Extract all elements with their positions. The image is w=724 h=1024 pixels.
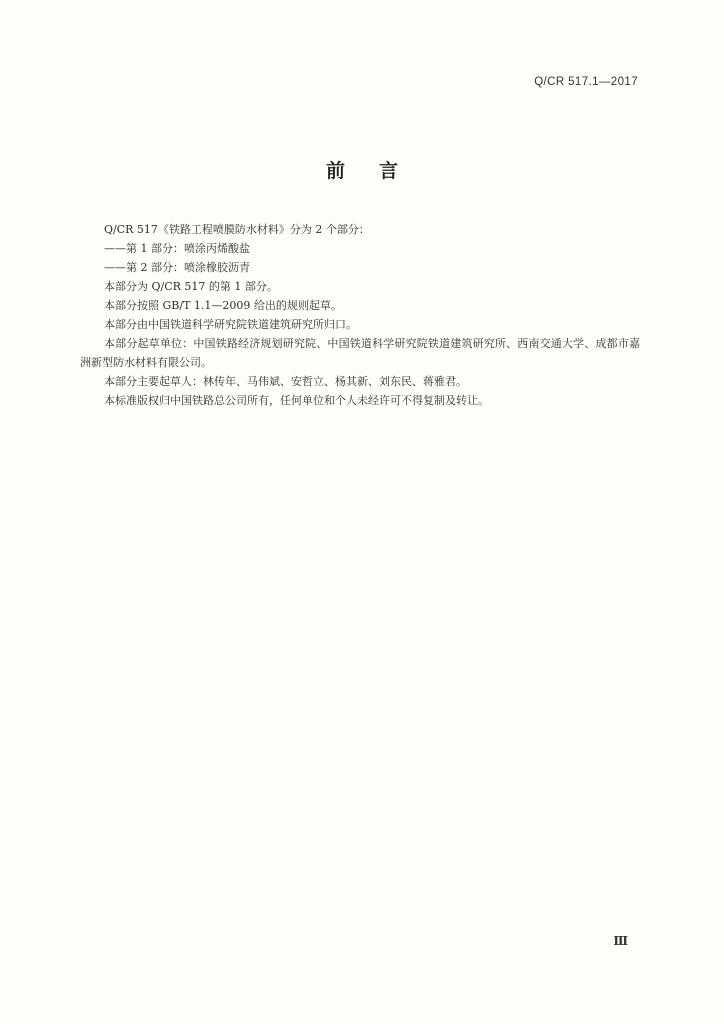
paragraph-part-2: ——第 2 部分：喷涂橡胶沥青 [104,261,250,274]
paragraph-copyright: 本标准版权归中国铁路总公司所有，任何单位和个人未经许可不得复制及转让。 [104,394,489,407]
paragraph-drafters: 本部分主要起草人：林传年、马伟斌、安哲立、杨其新、刘东民、蒋雅君。 [104,375,467,388]
foreword-body [80,220,640,410]
paragraph-parts-intro: Q/CR 517《铁路工程喷膜防水材料》分为 2 个部分： [104,223,370,236]
paragraph-centralized-by: 本部分由中国铁道科学研究院铁道建筑研究所归口。 [104,318,357,331]
standard-code: Q/CR 517.1—2017 [534,76,638,88]
paragraph-this-part: 本部分为 Q/CR 517 的第 1 部分。 [104,280,278,293]
paragraph-part-1: ——第 1 部分：喷涂丙烯酸盐 [104,242,250,255]
paragraph-drafting-rules: 本部分按照 GB/T 1.1—2009 给出的规则起草。 [104,299,342,312]
paragraph-drafting-units: 本部分起草单位：中国铁路经济规划研究院、中国铁道科学研究院铁道建筑研究所、西南交通大学、成都市嘉洲新型防水材料有限公司。 [80,337,640,369]
page-title: 前言 [325,160,432,182]
page-number: Ⅲ [613,934,628,948]
